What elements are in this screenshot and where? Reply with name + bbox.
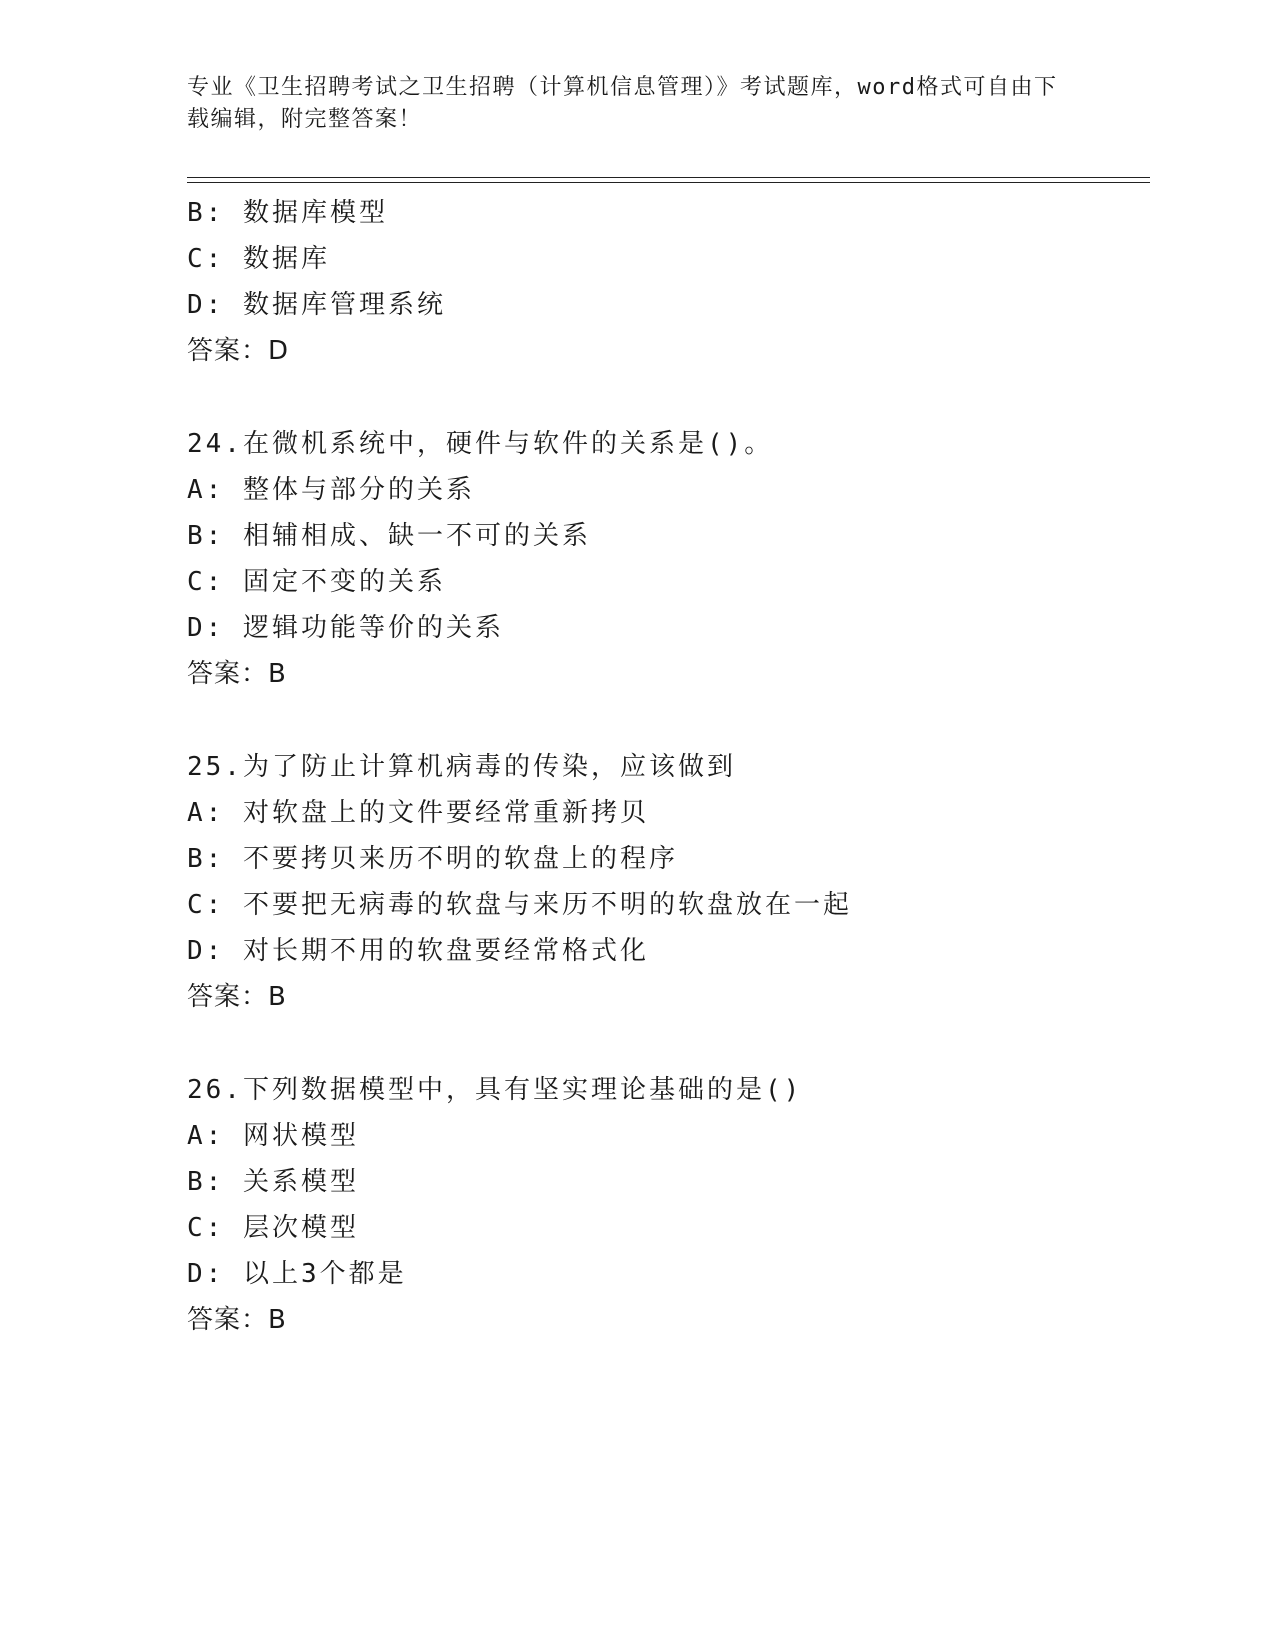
- question-stem: 26.下列数据模型中，具有坚实理论基础的是(): [187, 1075, 803, 1105]
- option-d: D: 以上3个都是: [187, 1259, 407, 1289]
- header-divider-top: [187, 177, 1150, 178]
- option-c: C: 固定不变的关系: [187, 567, 446, 597]
- answer-line: 答案：B: [187, 982, 287, 1012]
- question-24: [187, 421, 1147, 697]
- option-d: D: 对长期不用的软盘要经常格式化: [187, 936, 649, 966]
- question-stem: 25.为了防止计算机病毒的传染，应该做到: [187, 752, 736, 782]
- option-d: D: 数据库管理系统: [187, 290, 446, 320]
- question-fragment: [187, 190, 1147, 374]
- option-c: C: 层次模型: [187, 1213, 359, 1243]
- option-b: B: 数据库模型: [187, 198, 388, 228]
- answer-line: 答案：D: [187, 336, 290, 366]
- option-a: A: 对软盘上的文件要经常重新拷贝: [187, 798, 649, 828]
- option-a: A: 整体与部分的关系: [187, 475, 475, 505]
- question-25: [187, 744, 1147, 1020]
- option-b: B: 相辅相成、缺一不可的关系: [187, 521, 591, 551]
- option-b: B: 不要拷贝来历不明的软盘上的程序: [187, 844, 678, 874]
- question-26: [187, 1067, 1147, 1343]
- question-stem: 24.在微机系统中，硬件与软件的关系是()。: [187, 429, 774, 459]
- option-a: A: 网状模型: [187, 1121, 359, 1151]
- option-b: B: 关系模型: [187, 1167, 359, 1197]
- answer-line: 答案：B: [187, 1305, 287, 1335]
- option-c: C: 不要把无病毒的软盘与来历不明的软盘放在一起: [187, 890, 852, 920]
- header-divider-bottom: [187, 182, 1150, 183]
- answer-line: 答案：B: [187, 659, 287, 689]
- option-d: D: 逻辑功能等价的关系: [187, 613, 504, 643]
- question-list: [187, 190, 1147, 1343]
- option-c: C: 数据库: [187, 244, 330, 274]
- document-header: 专业《卫生招聘考试之卫生招聘（计算机信息管理）》考试题库，word格式可自由下载编辑，附完整答案！: [187, 75, 1058, 132]
